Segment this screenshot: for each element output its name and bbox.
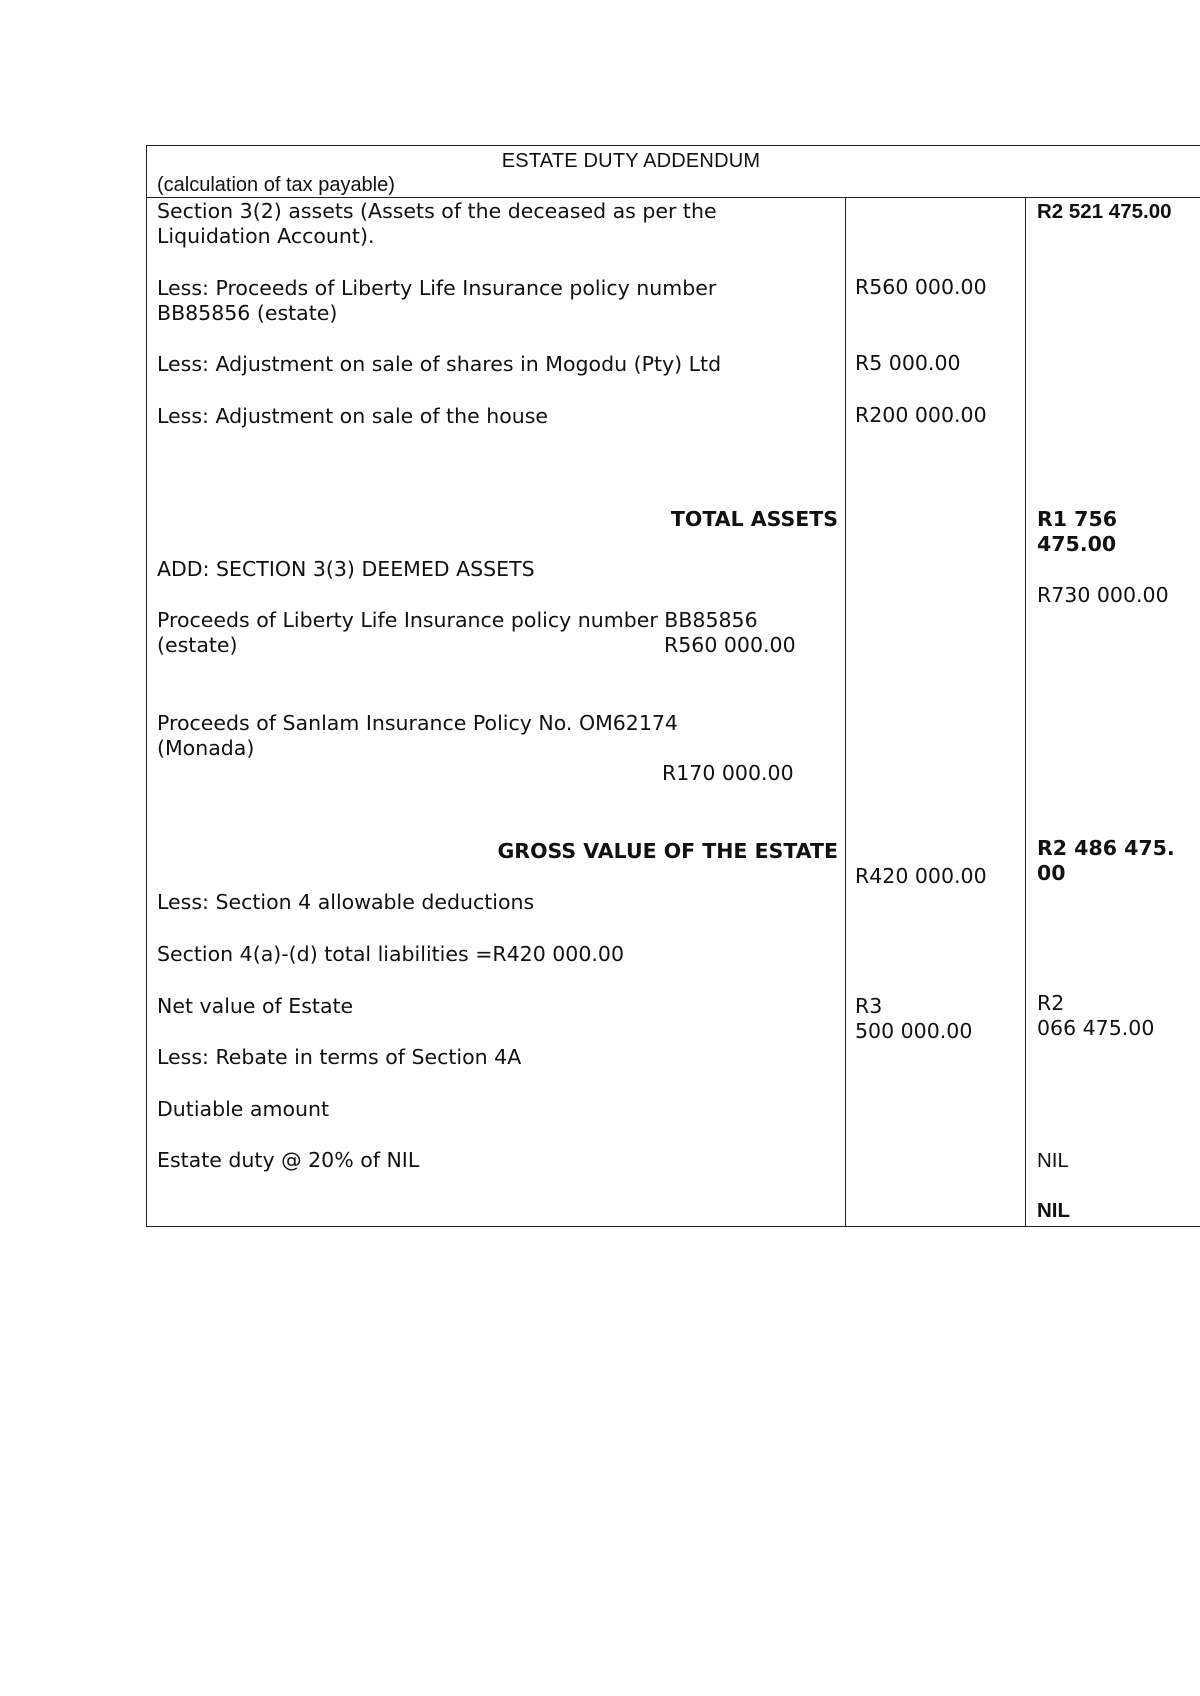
deemed-assets-label: ADD: SECTION 3(3) DEEMED ASSETS — [157, 557, 535, 581]
total-assets-line2: 475.00 — [1037, 532, 1117, 556]
deductions-label: Less: Section 4 allowable deductions — [157, 890, 535, 914]
sanlam-label-line2: (Monada) — [157, 736, 255, 760]
net-value-line2: 066 475.00 — [1037, 1016, 1155, 1040]
deemed-liberty-label-line1: Proceeds of Liberty Life Insurance policy number BB85856 — [157, 608, 758, 632]
deemed-liberty-amount: R560 000.00 — [664, 633, 796, 657]
shares-adjustment-amount: R5 000.00 — [855, 351, 961, 375]
liberty-label-line1: Less: Proceeds of Liberty Life Insurance policy number — [157, 276, 717, 300]
total-assets-line1: R1 756 — [1037, 507, 1117, 531]
sanlam-label-line1: Proceeds of Sanlam Insurance Policy No. OM62174 — [157, 711, 678, 735]
gross-value-label: GROSS VALUE OF THE ESTATE — [497, 839, 838, 863]
document-title: ESTATE DUTY ADDENDUM — [501, 150, 761, 172]
section-3-2-label-line2: Liquidation Account). — [157, 224, 375, 248]
liabilities-label: Section 4(a)-(d) total liabilities =R420 000.00 — [157, 942, 624, 966]
house-adjustment-amount: R200 000.00 — [855, 403, 987, 427]
liberty-amount: R560 000.00 — [855, 275, 987, 299]
deemed-liberty-label-line2: (estate) — [157, 633, 238, 657]
estate-duty-amount: NIL — [1037, 1149, 1069, 1172]
section-3-2-total: R2 521 475.00 — [1037, 200, 1172, 223]
section-3-2-label-line1: Section 3(2) assets (Assets of the deceased as per the — [157, 199, 717, 223]
net-value-line1: R2 — [1037, 991, 1065, 1015]
document-subtitle: (calculation of tax payable) — [157, 174, 395, 196]
rebate-amount-line1: R3 — [855, 994, 883, 1018]
estate-duty-table — [146, 145, 1200, 1227]
house-adjustment-label: Less: Adjustment on sale of the house — [157, 404, 549, 428]
estate-duty-label: Estate duty @ 20% of NIL — [157, 1148, 420, 1172]
total-assets-label: TOTAL ASSETS — [670, 507, 838, 531]
net-value-label: Net value of Estate — [157, 994, 354, 1018]
column-divider-1 — [845, 197, 846, 1226]
rebate-label: Less: Rebate in terms of Section 4A — [157, 1045, 522, 1069]
dutiable-amount-label: Dutiable amount — [157, 1097, 330, 1121]
liberty-label-line2: BB85856 (estate) — [157, 301, 338, 325]
column-divider-2 — [1025, 197, 1026, 1226]
rebate-amount-line2: 500 000.00 — [855, 1019, 973, 1043]
shares-adjustment-label: Less: Adjustment on sale of shares in Mogodu (Pty) Ltd — [157, 352, 722, 376]
table-header — [147, 146, 1200, 198]
final-amount: NIL — [1037, 1199, 1071, 1222]
gross-value-line1: R2 486 475. — [1037, 836, 1175, 860]
gross-value-line2: 00 — [1037, 861, 1066, 885]
sanlam-amount: R170 000.00 — [662, 761, 794, 785]
deemed-assets-total: R730 000.00 — [1037, 583, 1169, 607]
deductions-amount: R420 000.00 — [855, 864, 987, 888]
